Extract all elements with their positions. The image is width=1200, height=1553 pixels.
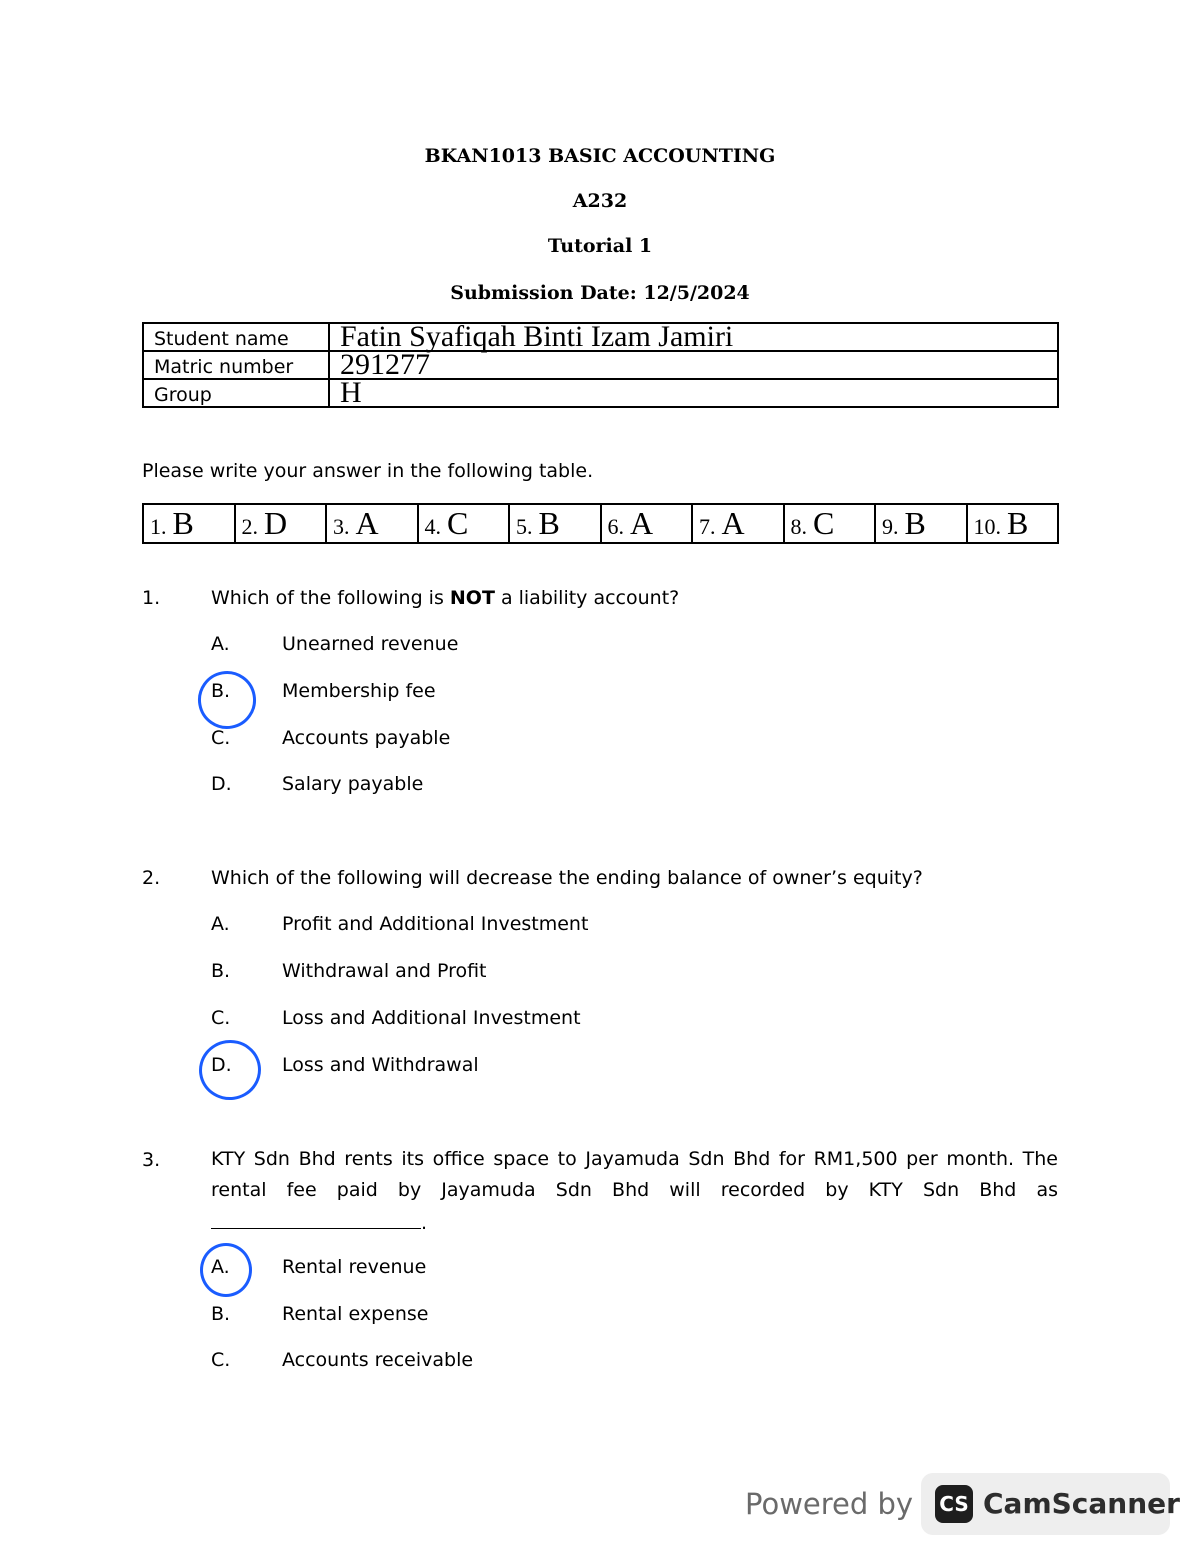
q3-option-c-letter: C. <box>211 1349 231 1371</box>
camscanner-logo-icon: CS <box>935 1485 973 1523</box>
camscanner-badge <box>921 1473 1180 1535</box>
answer-number: 2. <box>241 514 258 539</box>
q2-option-b-text: Withdrawal and Profit <box>282 960 487 982</box>
question-1-number: 1. <box>142 587 161 609</box>
q1-option-a-letter: A. <box>211 633 230 655</box>
camscanner-watermark <box>745 1473 1180 1535</box>
matric-number-value: 291277 <box>329 351 1058 379</box>
powered-by-text: Powered by <box>745 1487 914 1521</box>
student-name-label: Student name <box>143 323 329 351</box>
question-3-line-2: rental fee paid by Jayamuda Sdn Bhd will recorded by KTY Sdn Bhd as <box>211 1179 1058 1201</box>
answer-number: 4. <box>424 514 441 539</box>
student-name-value: Fatin Syafiqah Binti Izam Jamiri <box>329 323 1058 351</box>
answer-cell <box>509 504 601 543</box>
matric-number-label: Matric number <box>143 351 329 379</box>
submission-date: Submission Date: 12/5/2024 <box>450 282 750 304</box>
q3-option-c-text: Accounts receivable <box>282 1349 474 1371</box>
q2-option-a-text: Profit and Additional Investment <box>282 913 589 935</box>
answer-cell <box>875 504 967 543</box>
question-1-text <box>211 587 679 609</box>
question-1-text-part: a liability account? <box>494 587 680 609</box>
q2-option-c-text: Loss and Additional Investment <box>282 1007 581 1029</box>
answer-number: 5. <box>516 514 533 539</box>
q3-option-a-text: Rental revenue <box>282 1256 427 1278</box>
q2-option-d-text: Loss and Withdrawal <box>282 1054 479 1076</box>
instruction-text: Please write your answer in the following table. <box>142 460 594 482</box>
q1-option-c-text: Accounts payable <box>282 727 451 749</box>
q1-option-d-letter: D. <box>211 773 232 795</box>
course-code: A232 <box>572 190 628 212</box>
question-2-text: Which of the following will decrease the ending balance of owner’s equity? <box>211 867 923 889</box>
answer-number: 8. <box>790 514 807 539</box>
question-3-number: 3. <box>142 1149 161 1171</box>
group-value: H <box>329 379 1058 407</box>
q2-option-d-letter: D. <box>211 1054 232 1076</box>
camscanner-brand: CamScanner <box>983 1487 1180 1520</box>
answer-value: A <box>721 505 745 541</box>
question-2-number: 2. <box>142 867 161 889</box>
answer-cell <box>326 504 418 543</box>
question-1-emphasis: NOT <box>449 587 495 609</box>
answer-blank-line <box>211 1206 421 1229</box>
answer-value: B <box>172 505 194 541</box>
answer-value: B <box>904 505 926 541</box>
answer-value: A <box>355 505 379 541</box>
answer-cell <box>418 504 510 543</box>
q1-option-d-text: Salary payable <box>282 773 424 795</box>
q1-answer-circle-mark <box>193 666 260 733</box>
question-1-text-part: Which of the following is <box>211 587 450 609</box>
answer-value: B <box>538 505 560 541</box>
answer-number: 3. <box>333 514 350 539</box>
answer-cell <box>967 504 1059 543</box>
question-3-line-1: KTY Sdn Bhd rents its office space to Jayamuda Sdn Bhd for RM1,500 per month. The <box>211 1148 1058 1170</box>
student-info-table <box>142 322 1059 408</box>
answer-number: 9. <box>882 514 899 539</box>
answer-number: 10. <box>973 514 1001 539</box>
answer-cell <box>235 504 327 543</box>
course-title: BKAN1013 BASIC ACCOUNTING <box>424 145 776 167</box>
answer-value: B <box>1007 505 1029 541</box>
answer-cell <box>784 504 876 543</box>
answer-cell <box>692 504 784 543</box>
answer-row <box>143 504 1058 543</box>
q3-option-a-letter: A. <box>211 1256 230 1278</box>
q1-option-a-text: Unearned revenue <box>282 633 459 655</box>
answer-value: C <box>813 505 835 541</box>
q1-option-c-letter: C. <box>211 727 231 749</box>
answer-number: 6. <box>607 514 624 539</box>
answer-cell <box>601 504 693 543</box>
answer-table <box>142 503 1059 544</box>
answer-number: 1. <box>150 514 167 539</box>
q3-option-b-text: Rental expense <box>282 1303 429 1325</box>
q2-option-c-letter: C. <box>211 1007 231 1029</box>
group-label: Group <box>143 379 329 407</box>
q1-option-b-letter: B. <box>211 680 231 702</box>
q3-answer-circle-mark <box>200 1243 252 1297</box>
q2-option-a-letter: A. <box>211 913 230 935</box>
group-row <box>143 379 1058 407</box>
tutorial-title: Tutorial 1 <box>547 235 653 257</box>
answer-value: D <box>264 505 288 541</box>
student-name-row <box>143 323 1058 351</box>
answer-value: A <box>630 505 654 541</box>
answer-value: C <box>447 505 469 541</box>
matric-number-row <box>143 351 1058 379</box>
answer-number: 7. <box>699 514 716 539</box>
q2-option-b-letter: B. <box>211 960 231 982</box>
q1-option-b-text: Membership fee <box>282 680 436 702</box>
answer-cell <box>143 504 235 543</box>
question-3-blank: . <box>211 1206 427 1234</box>
q3-option-b-letter: B. <box>211 1303 231 1325</box>
q2-answer-circle-mark <box>195 1036 265 1104</box>
